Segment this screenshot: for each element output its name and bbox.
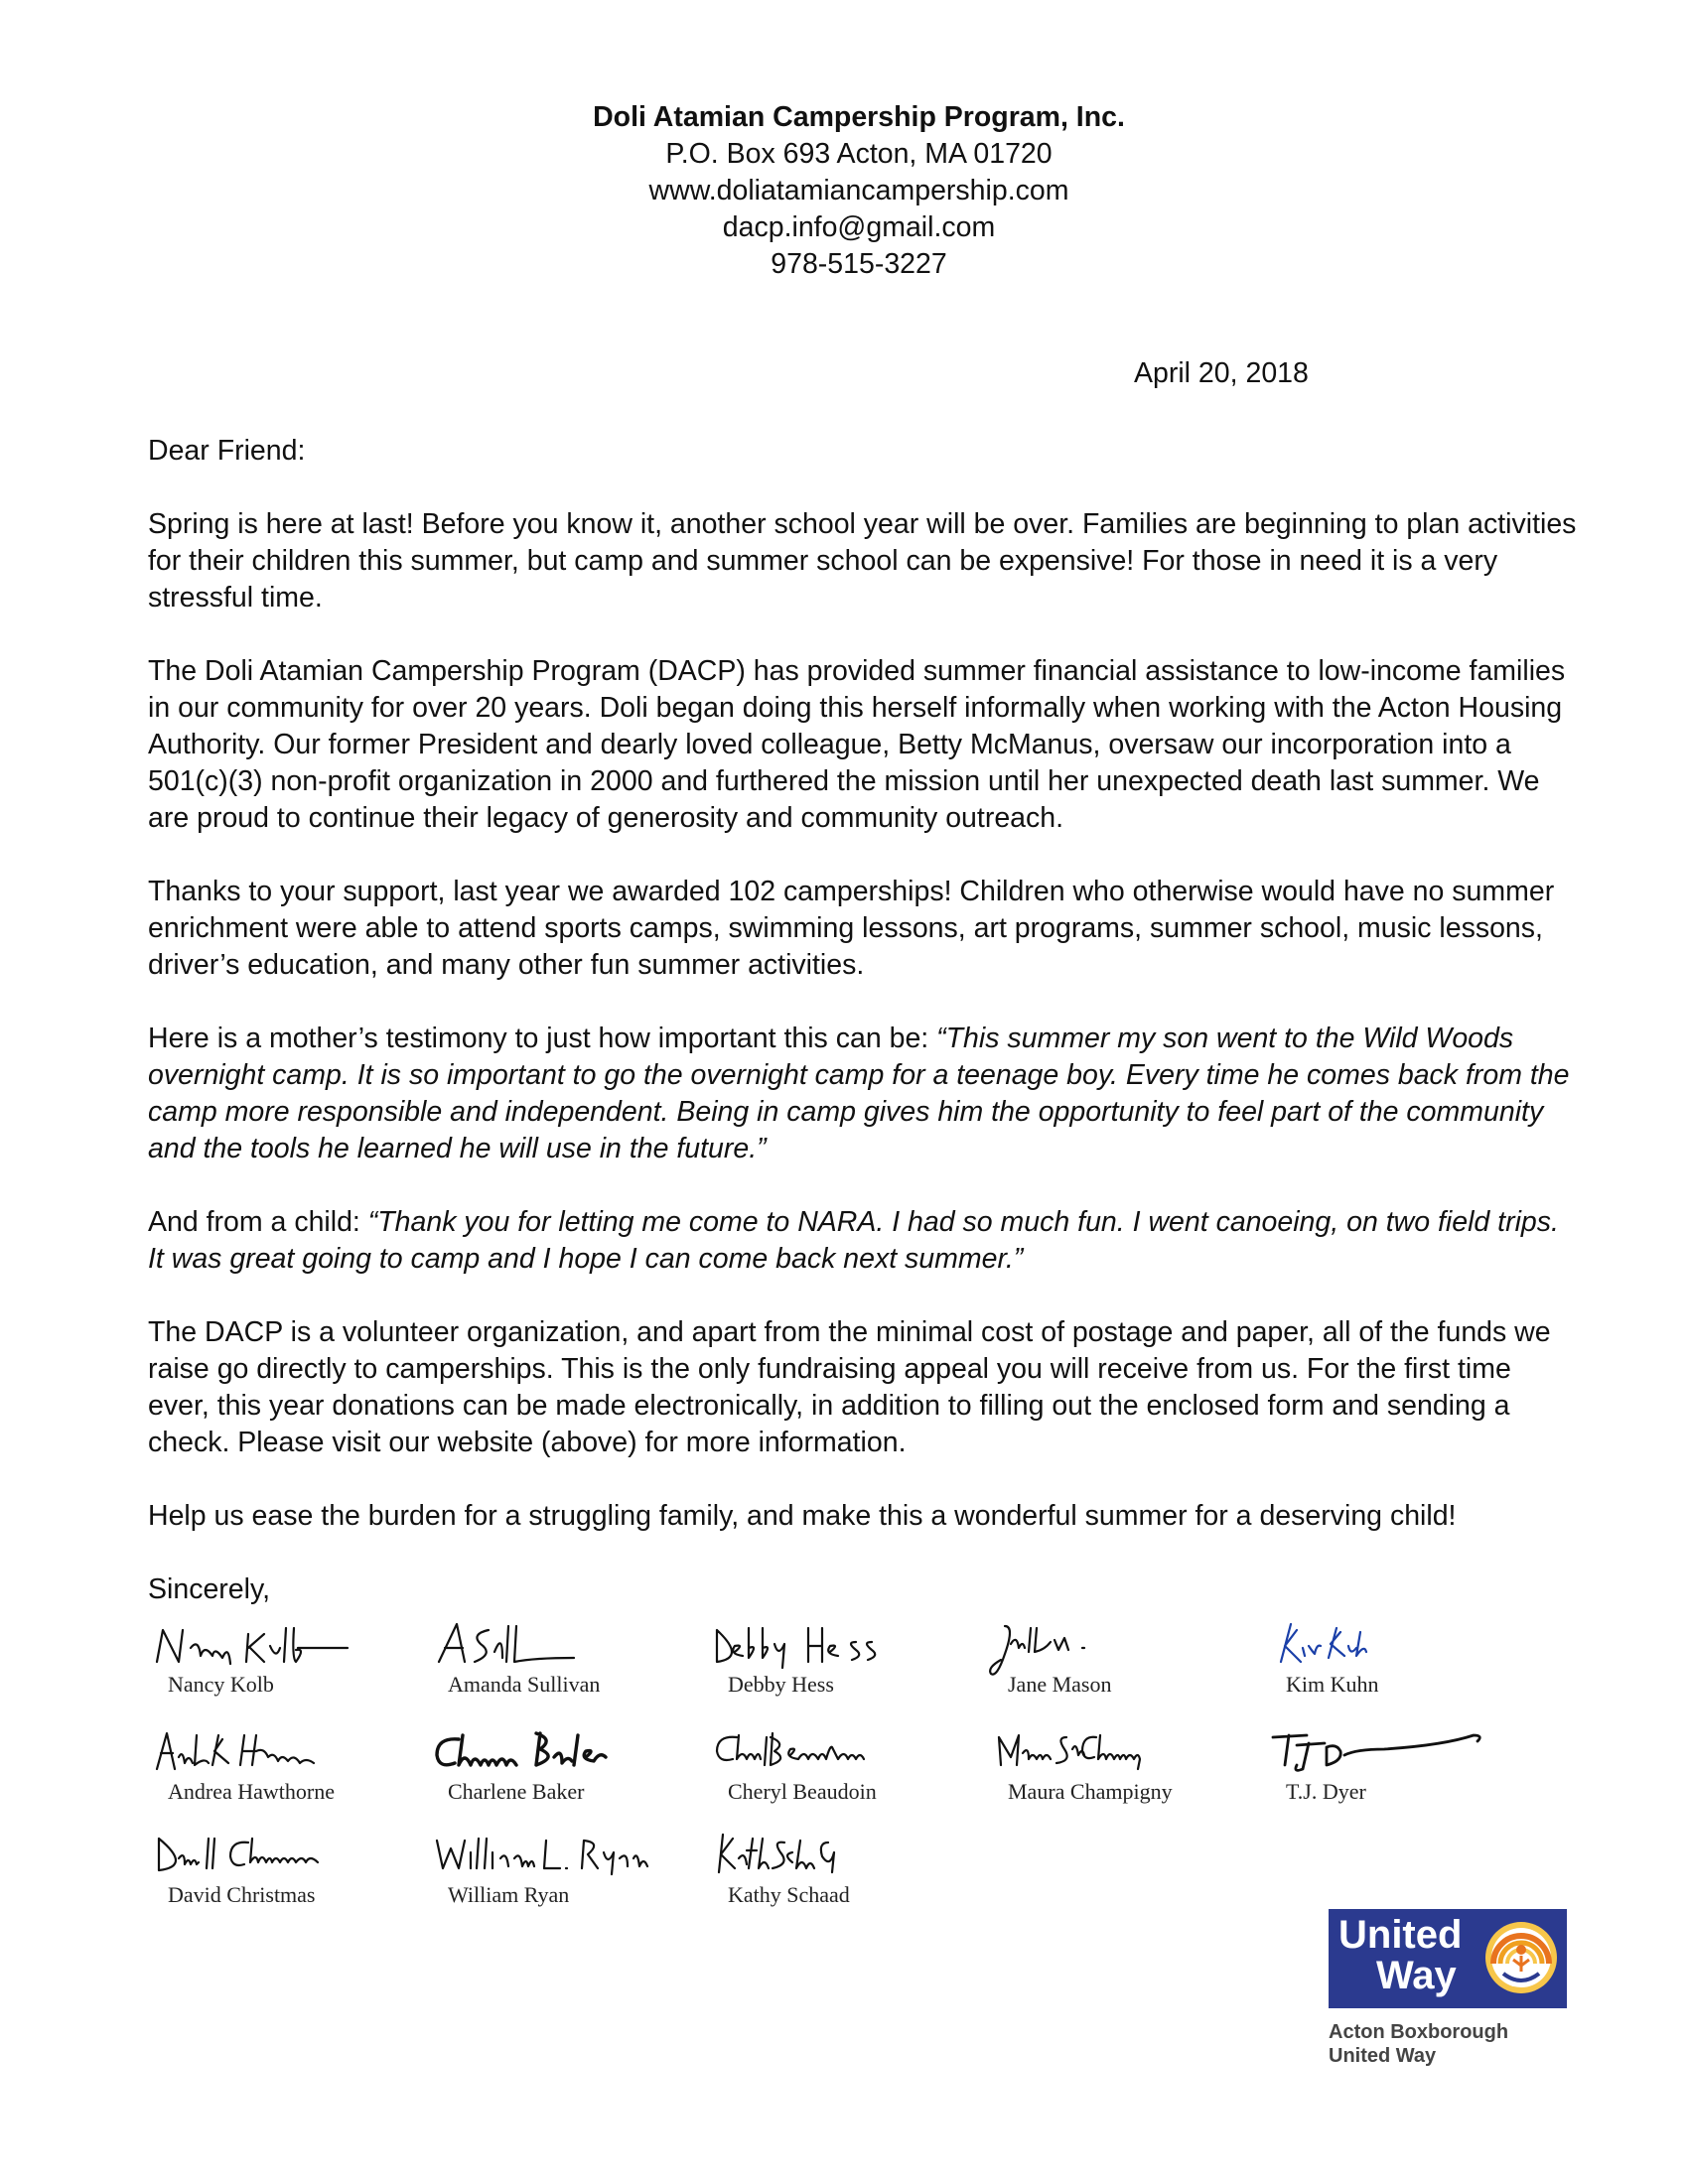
paragraph-mother-testimony <box>148 1021 1578 1167</box>
signature-tj-dyer <box>1267 1725 1505 1805</box>
signatory-name: Cheryl Beaudoin <box>728 1779 877 1804</box>
signatory-name: Kim Kuhn <box>1286 1672 1379 1697</box>
signatory-name: Charlene Baker <box>448 1779 585 1804</box>
signature-jane-mason <box>989 1618 1227 1698</box>
signatory-name: David Christmas <box>168 1882 316 1907</box>
handwritten-signature <box>149 1829 387 1888</box>
signature-david-christmas <box>149 1829 387 1908</box>
signature-cheryl-beaudoin <box>709 1725 947 1805</box>
handwritten-signature <box>149 1725 387 1785</box>
salutation: Dear Friend: <box>148 435 306 467</box>
testimony-quote: “Thank you for letting me come to NARA. I had so much fun. I went canoeing, on two field trips. It was great going to camp and I hope I can come back next summer.” <box>148 1206 1559 1275</box>
testimony-intro: And from a child: <box>148 1206 368 1238</box>
signature-andrea-hawthorne <box>149 1725 387 1805</box>
letter-body <box>148 433 1578 1645</box>
signature-charlene-baker <box>429 1725 667 1805</box>
signatory-name: Debby Hess <box>728 1672 834 1697</box>
united-way-logo <box>1329 1909 1567 2068</box>
signatory-name: William Ryan <box>448 1882 570 1907</box>
signatory-name: T.J. Dyer <box>1286 1779 1366 1804</box>
united-way-badge <box>1329 1909 1567 2008</box>
paragraph-appeal: Help us ease the burden for a struggling family, and make this a wonderful summer for a deserving child! <box>148 1500 1457 1532</box>
logo-caption: Acton Boxborough United Way <box>1329 2021 1509 2067</box>
letter-date: April 20, 2018 <box>1134 357 1309 389</box>
signatory-name: Maura Champigny <box>1008 1779 1173 1804</box>
signatory-name: Nancy Kolb <box>168 1672 274 1697</box>
website-address: www.doliatamiancampership.com <box>648 175 1069 206</box>
testimony-intro: Here is a mother’s testimony to just how important this can be: <box>148 1023 937 1054</box>
handwritten-signature <box>989 1618 1227 1678</box>
signature-kathy-schaad <box>709 1829 947 1908</box>
paragraph-impact: Thanks to your support, last year we awarded 102 camperships! Children who otherwise would have no summer enrichment were able to attend sports camps, swimming lessons, art programs, summer school, music lessons, driver’s education, and many other fun summer activities. <box>148 876 1555 981</box>
handwritten-signature <box>429 1618 667 1678</box>
handwritten-signature <box>989 1725 1227 1785</box>
paragraph-fundraising: The DACP is a volunteer organization, and apart from the minimal cost of postage and paper, all of the funds we raise go directly to camperships. This is the only fundraising appeal you will receive from us. For the first time ever, this year donations can be made electronically, in addition to filling out the enclosed form and sending a check. Please visit our website (above) for more information. <box>148 1316 1551 1458</box>
handwritten-signature <box>709 1829 947 1888</box>
handwritten-signature <box>429 1829 667 1888</box>
signatory-name: Amanda Sullivan <box>448 1672 601 1697</box>
organization-name: Doli Atamian Campership Program, Inc. <box>593 101 1125 133</box>
united-way-wordmark: United Way <box>1338 1913 1463 1997</box>
signature-nancy-kolb <box>149 1618 387 1698</box>
signature-debby-hess <box>709 1618 947 1698</box>
handwritten-signature <box>709 1618 947 1678</box>
signature-kim-kuhn <box>1267 1618 1505 1698</box>
closing: Sincerely, <box>148 1573 271 1605</box>
signatory-name: Andrea Hawthorne <box>168 1779 335 1804</box>
postal-address: P.O. Box 693 Acton, MA 01720 <box>665 138 1053 170</box>
testimony-quote: “This summer my son went to the Wild Woods overnight camp. It is so important to go the overnight camp for a teenage boy. Every time he comes back from the camp more responsible and independent. Being in camp gives him the opportunity to feel part of the community and the tools he learned he will use in the future.” <box>148 1023 1570 1164</box>
handwritten-signature <box>1267 1725 1505 1785</box>
signature-william-ryan <box>429 1829 667 1908</box>
rainbow-hand-icon <box>1483 1920 1559 1995</box>
signatory-name: Kathy Schaad <box>728 1882 850 1907</box>
paragraph-spring: Spring is here at last! Before you know it, another school year will be over. Families are beginning to plan activities for their children this summer, but camp and summer school can be expensive! For those in need it is a very stressful time. <box>148 508 1577 614</box>
paragraph-history: The Doli Atamian Campership Program (DACP) has provided summer financial assistance to low-income families in our community for over 20 years. Doli began doing this herself informally when working with the Acton Housing Authority. Our former President and dearly loved colleague, Betty McManus, oversaw our incorporation into a 501(c)(3) non-profit organization in 2000 and furthered the mission until her unexpected death last summer. We are proud to continue their legacy of generosity and community outreach. <box>148 655 1566 834</box>
signature-amanda-sullivan <box>429 1618 667 1698</box>
handwritten-signature <box>709 1725 947 1785</box>
email-address: dacp.info@gmail.com <box>722 211 996 243</box>
paragraph-child-testimony <box>148 1204 1578 1278</box>
phone-number: 978-515-3227 <box>771 248 947 280</box>
letterhead <box>0 99 1688 283</box>
handwritten-signature <box>149 1618 387 1678</box>
handwritten-signature <box>429 1725 667 1785</box>
signature-maura-champigny <box>989 1725 1227 1805</box>
signatory-name: Jane Mason <box>1008 1672 1112 1697</box>
handwritten-signature <box>1267 1618 1505 1678</box>
